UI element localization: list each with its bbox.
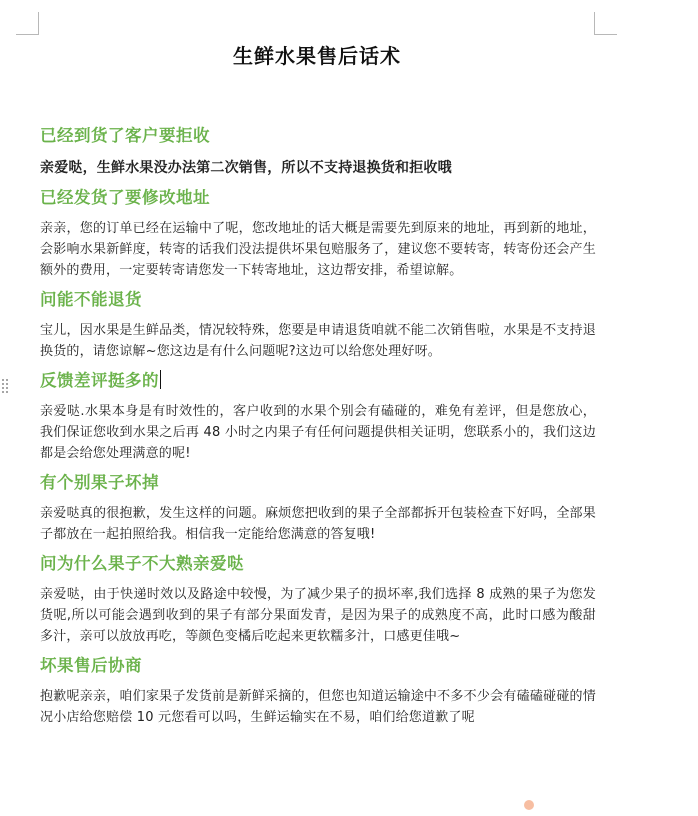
section-unripe-fruit — [40, 552, 596, 647]
section-negative-reviews — [40, 369, 596, 464]
section-body[interactable]: 亲爱哒，由于快递时效以及路途中较慢，为了减少果子的损坏率,我们选择 8 成熟的果子为您发货呢,所以可能会遇到收到的果子有部分果面发青，是因为果子的成熟度不高，此时口感为酸甜多汁，亲可以放放再吃，等颜色变橘后吃起来更软糯多汁，口感更佳哦~ — [40, 587, 596, 644]
section-heading-with-cursor[interactable] — [40, 369, 596, 393]
section-body[interactable]: 亲亲，您的订单已经在运输中了呢，您改地址的话大概是需要先到原来的地址，再到新的地址，会影响水果新鲜度，转寄的话我们没法提供坏果包赔服务了，建议您不要转寄，转寄份还会产生额外的费用，一定要转寄请您发一下转寄地址，这边帮安排，希望谅解。 — [40, 221, 596, 278]
section-body[interactable]: 亲爱哒.水果本身是有时效性的，客户收到的水果个别会有磕碰的，难免有差评，但是您放心，我们保证您收到水果之后再 48 小时之内果子有任何问题提供相关证明，您联系小的，我们这边都是会给您处理满意的呢! — [40, 404, 596, 461]
section-refuse-delivery — [40, 124, 596, 180]
section-heading[interactable]: 已经发货了要修改地址 — [40, 188, 210, 207]
section-heading[interactable]: 问能不能退货 — [40, 290, 142, 309]
page-corner-mark-top-left — [16, 12, 39, 35]
section-heading-text[interactable]: 反馈差评挺多的 — [40, 371, 159, 390]
section-body[interactable]: 亲爱哒真的很抱歉，发生这样的问题。麻烦您把收到的果子全部都拆开包装检查下好吗，全部果子都放在一起拍照给我。相信我一定能给您满意的答复哦! — [40, 506, 596, 542]
section-body[interactable]: 抱歉呢亲亲，咱们家果子发货前是新鲜采摘的，但您也知道运输途中不多不少会有磕磕碰碰的情况小店给您赔偿 10 元您看可以吗，生鲜运输实在不易，咱们给您道歉了呢 — [40, 689, 596, 725]
paragraph-drag-handle-icon[interactable] — [2, 379, 10, 393]
page-corner-mark-top-right — [594, 12, 617, 35]
section-compensation — [40, 654, 596, 728]
section-heading[interactable]: 坏果售后协商 — [40, 656, 142, 675]
section-heading[interactable]: 问为什么果子不大熟亲爱哒 — [40, 554, 244, 573]
document-title: 生鲜水果售后话术 — [233, 44, 401, 68]
section-return-question — [40, 288, 596, 362]
section-change-address — [40, 186, 596, 281]
text-cursor — [160, 370, 161, 389]
section-damaged-fruit — [40, 471, 596, 545]
document-body[interactable] — [40, 124, 596, 735]
section-heading[interactable]: 有个别果子坏掉 — [40, 473, 159, 492]
section-body[interactable]: 亲爱哒，生鲜水果没办法第二次销售，所以不支持退换货和拒收哦 — [40, 160, 452, 176]
decorative-mark — [524, 800, 534, 810]
section-body[interactable]: 宝儿，因水果是生鲜品类，情况较特殊，您要是申请退货咱就不能二次销售啦，水果是不支持退换货的，请您谅解~您这边是有什么问题呢?这边可以给您处理好呀。 — [40, 323, 596, 359]
section-heading[interactable]: 已经到货了客户要拒收 — [40, 126, 210, 145]
